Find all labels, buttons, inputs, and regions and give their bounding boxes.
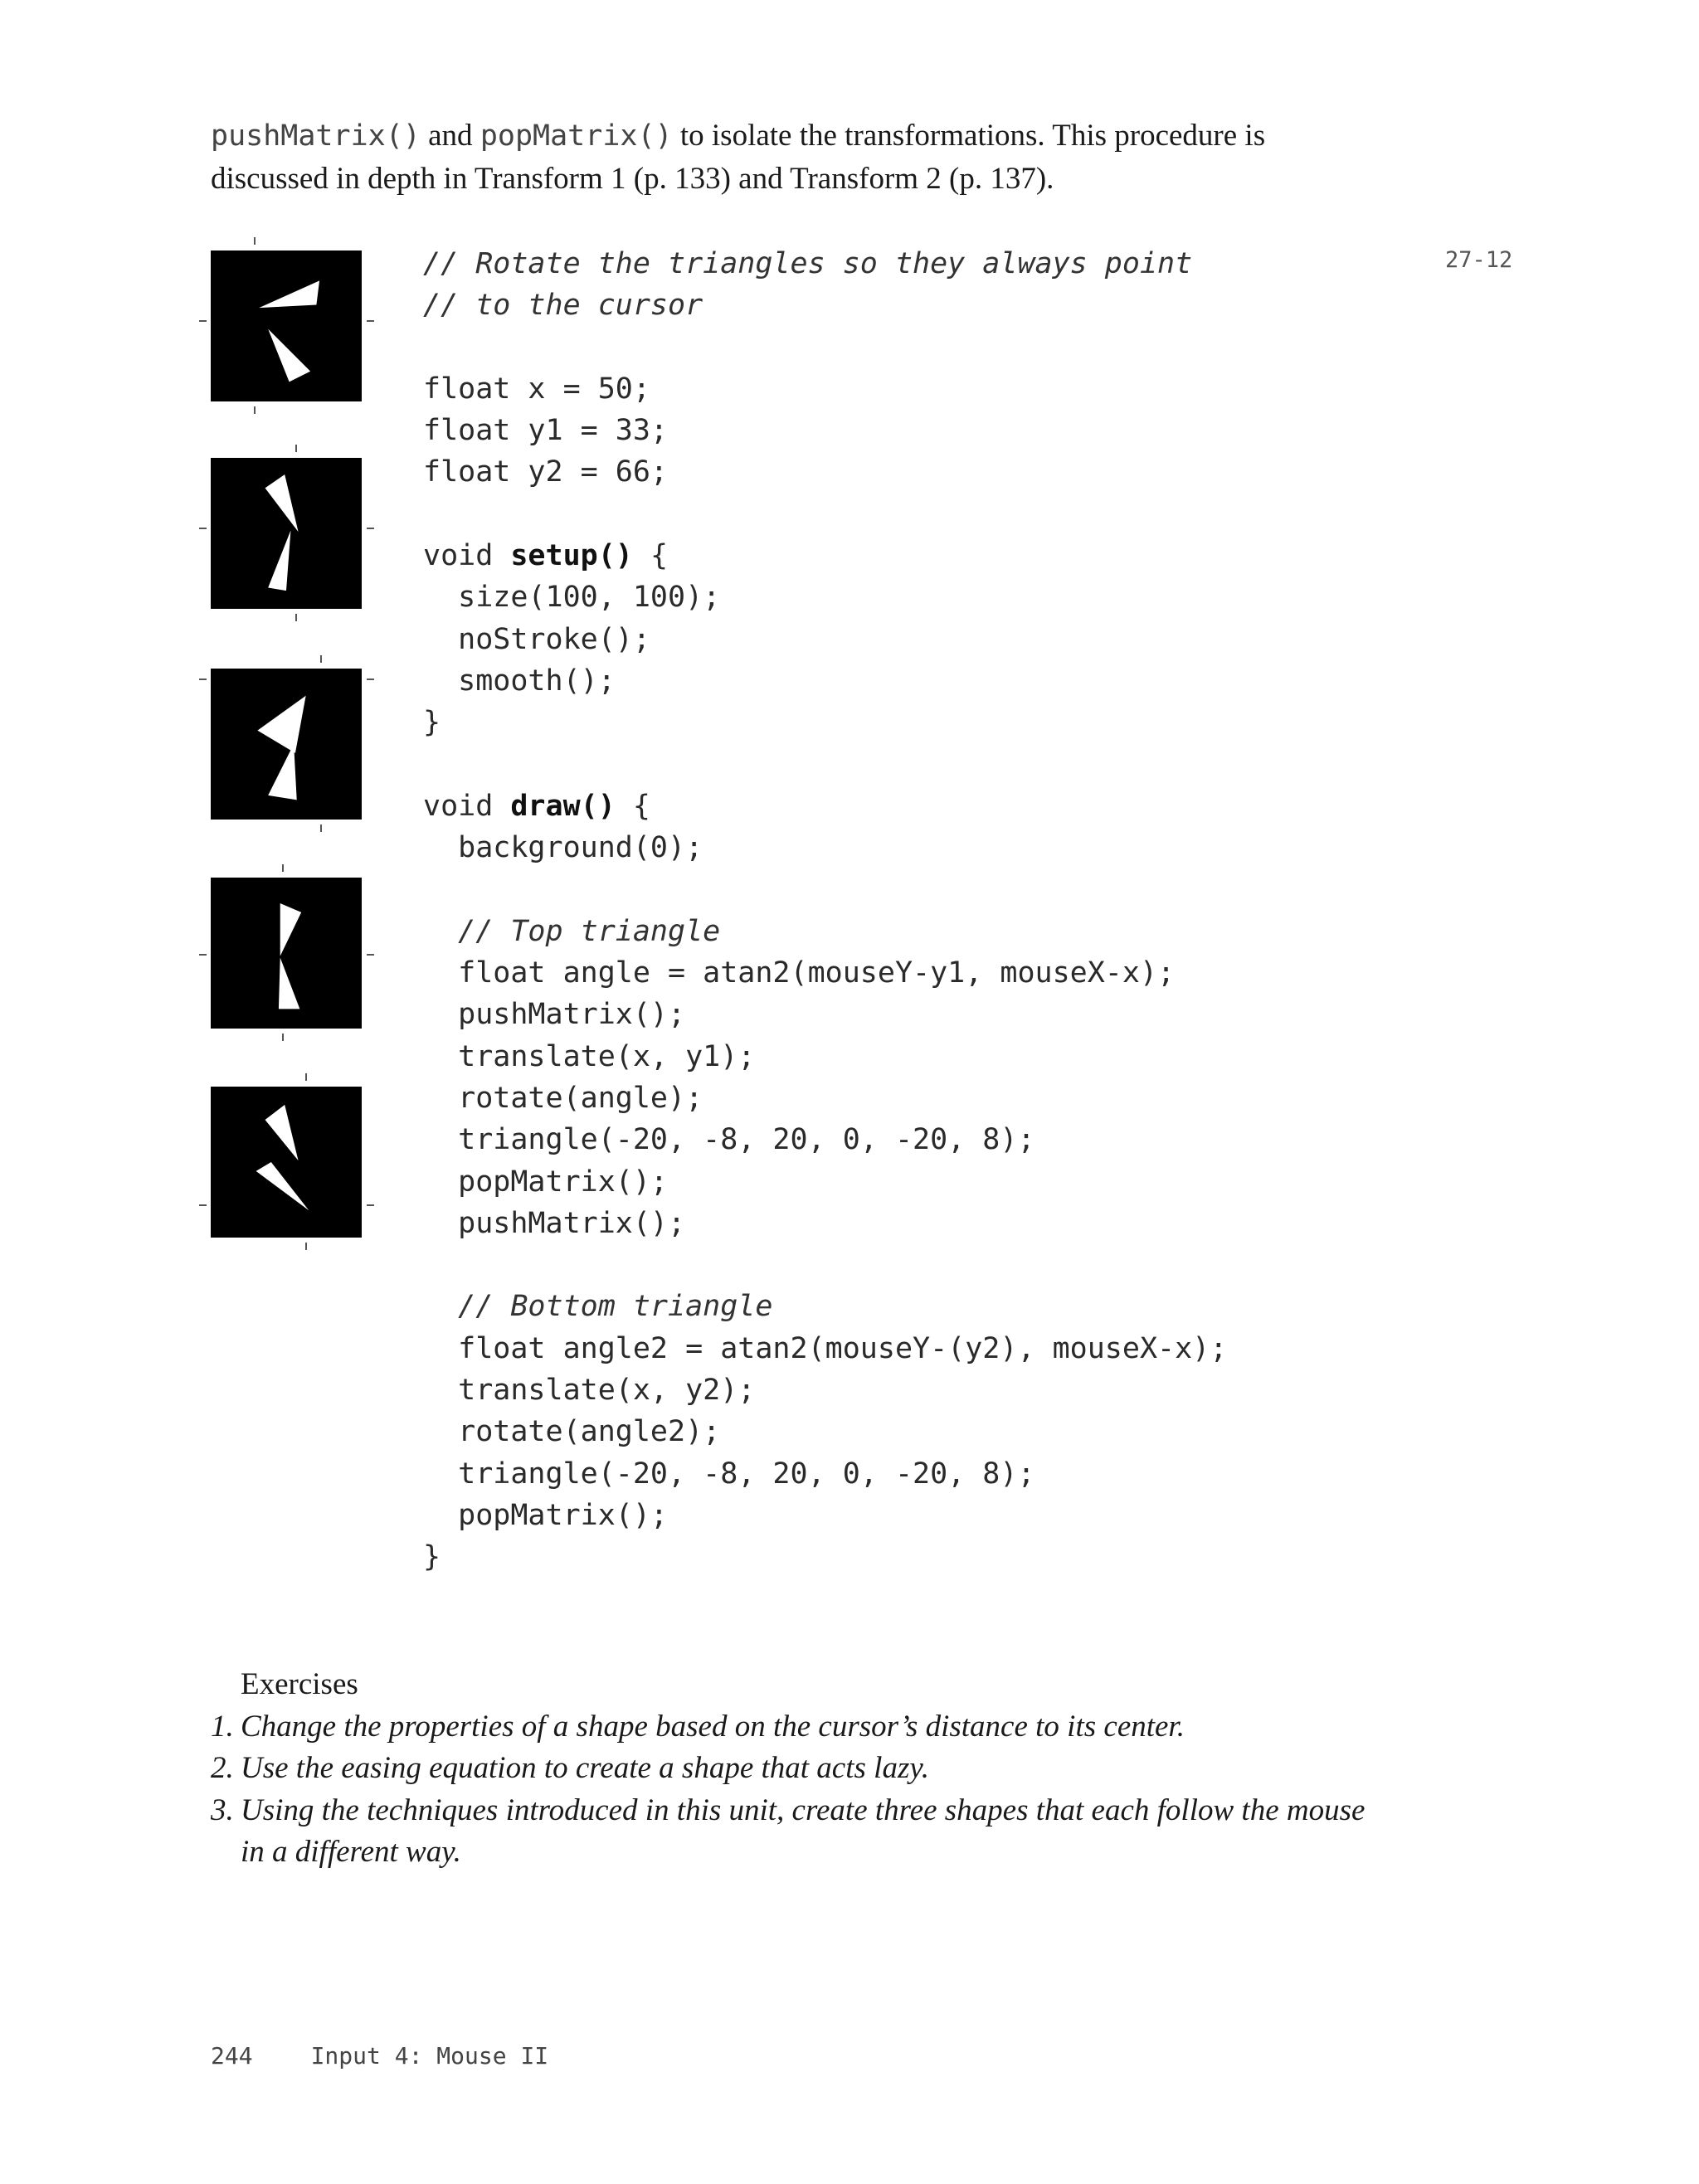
intro-text: to isolate the transformations. This procedure is discussed in depth in Transform 1 (p. 133) and Transform 2 (p. 137). [211,119,1266,196]
intro-code-push: pushMatrix() [211,119,421,153]
code-line: translate(x, y2); [423,1374,756,1408]
exercise-text: Use the easing equation to create a shape that acts lazy. [241,1751,929,1785]
code-line: pushMatrix(); [423,1206,686,1240]
code-fragment: void [423,539,511,573]
example-thumbnail-5 [211,1087,362,1238]
code-line: rotate(angle); [423,1081,703,1115]
bottom-triangle [256,1162,309,1210]
tick-mark [320,655,322,663]
intro-and: and [420,119,480,153]
page-number: 244 [211,2042,253,2070]
exercise-item [211,1790,1389,1874]
triangles-svg [211,458,362,609]
code-function-name: draw() [510,789,616,823]
code-line: rotate(angle2); [423,1415,721,1449]
exercises-section [211,1664,1389,1874]
tick-mark [305,1243,307,1250]
example-thumbnail-3 [211,669,362,820]
top-triangle [257,696,305,753]
tick-mark [282,864,284,872]
tick-mark [367,954,374,956]
code-listing [423,243,1227,1578]
tick-mark [367,320,374,322]
exercise-text: Change the properties of a shape based on the cursor’s distance to its center. [241,1709,1185,1744]
section-title: Input 4: Mouse II [310,2042,549,2070]
code-line: noStroke(); [423,622,650,656]
code-fragment: { [615,789,650,823]
tick-mark [367,679,374,680]
example-thumbnail-4 [211,878,362,1029]
code-line: float x = 50; [423,372,650,406]
code-line: float y1 = 33; [423,414,669,448]
tick-mark [199,528,207,529]
bottom-triangle [268,744,297,800]
tick-mark [367,528,374,529]
top-triangle [265,474,299,532]
bottom-triangle [268,329,310,382]
code-line: float angle = atan2(mouseY-y1, mouseX-x); [423,956,1176,990]
code-line: float angle2 = atan2(mouseY-(y2), mouseX-x); [423,1331,1228,1365]
intro-paragraph [211,114,1389,200]
code-line: triangle(-20, -8, 20, 0, -20, 8); [423,1123,1035,1157]
top-triangle [280,903,301,956]
exercise-number: 2. [211,1751,234,1785]
code-line: size(100, 100); [423,581,721,615]
tick-mark [295,614,297,621]
code-line: translate(x, y1); [423,1039,756,1073]
example-thumbnail-1 [211,251,362,401]
code-fragment: void [423,789,511,823]
tick-mark [254,237,256,245]
code-line: } [423,706,441,740]
code-line: triangle(-20, -8, 20, 0, -20, 8); [423,1457,1035,1491]
example-id: 27-12 [1445,247,1513,273]
code-line: popMatrix(); [423,1165,669,1199]
bottom-triangle [268,530,290,591]
page-footer [211,2042,548,2070]
tick-mark [282,1034,284,1041]
intro-code-pop: popMatrix() [480,119,673,153]
code-line: // Top triangle [423,914,721,948]
code-line: background(0); [423,831,703,865]
tick-mark [199,679,207,680]
triangles-svg [211,251,362,401]
tick-mark [305,1073,307,1081]
code-line: popMatrix(); [423,1498,669,1532]
code-line: float y2 = 66; [423,455,669,489]
exercise-text: Using the techniques introduced in this unit, create three shapes that each follow the mouse in a different way. [241,1792,1366,1869]
code-function-name: setup() [510,539,633,573]
tick-mark [254,406,256,414]
tick-mark [199,320,207,322]
bottom-triangle [279,957,299,1009]
exercise-number: 1. [211,1709,234,1744]
exercises-heading: Exercises [241,1667,358,1701]
tick-mark [367,1204,374,1206]
triangles-svg [211,1087,362,1238]
code-line: // to the cursor [423,289,703,323]
code-fragment: { [632,539,669,573]
tick-mark [295,445,297,452]
triangles-svg [211,878,362,1029]
tick-mark [320,824,322,832]
exercise-item [211,1748,1389,1790]
top-triangle [259,280,319,308]
tick-mark [199,954,207,956]
code-line: } [423,1540,441,1574]
triangles-svg [211,669,362,820]
exercise-item [211,1706,1389,1749]
code-line: smooth(); [423,664,616,698]
code-line: // Bottom triangle [423,1290,773,1324]
code-line: // Rotate the triangles so they always point [423,247,1193,280]
tick-mark [199,1204,207,1206]
example-thumbnail-2 [211,458,362,609]
exercise-number: 3. [211,1792,234,1827]
top-triangle [265,1105,299,1160]
code-line: pushMatrix(); [423,998,686,1032]
